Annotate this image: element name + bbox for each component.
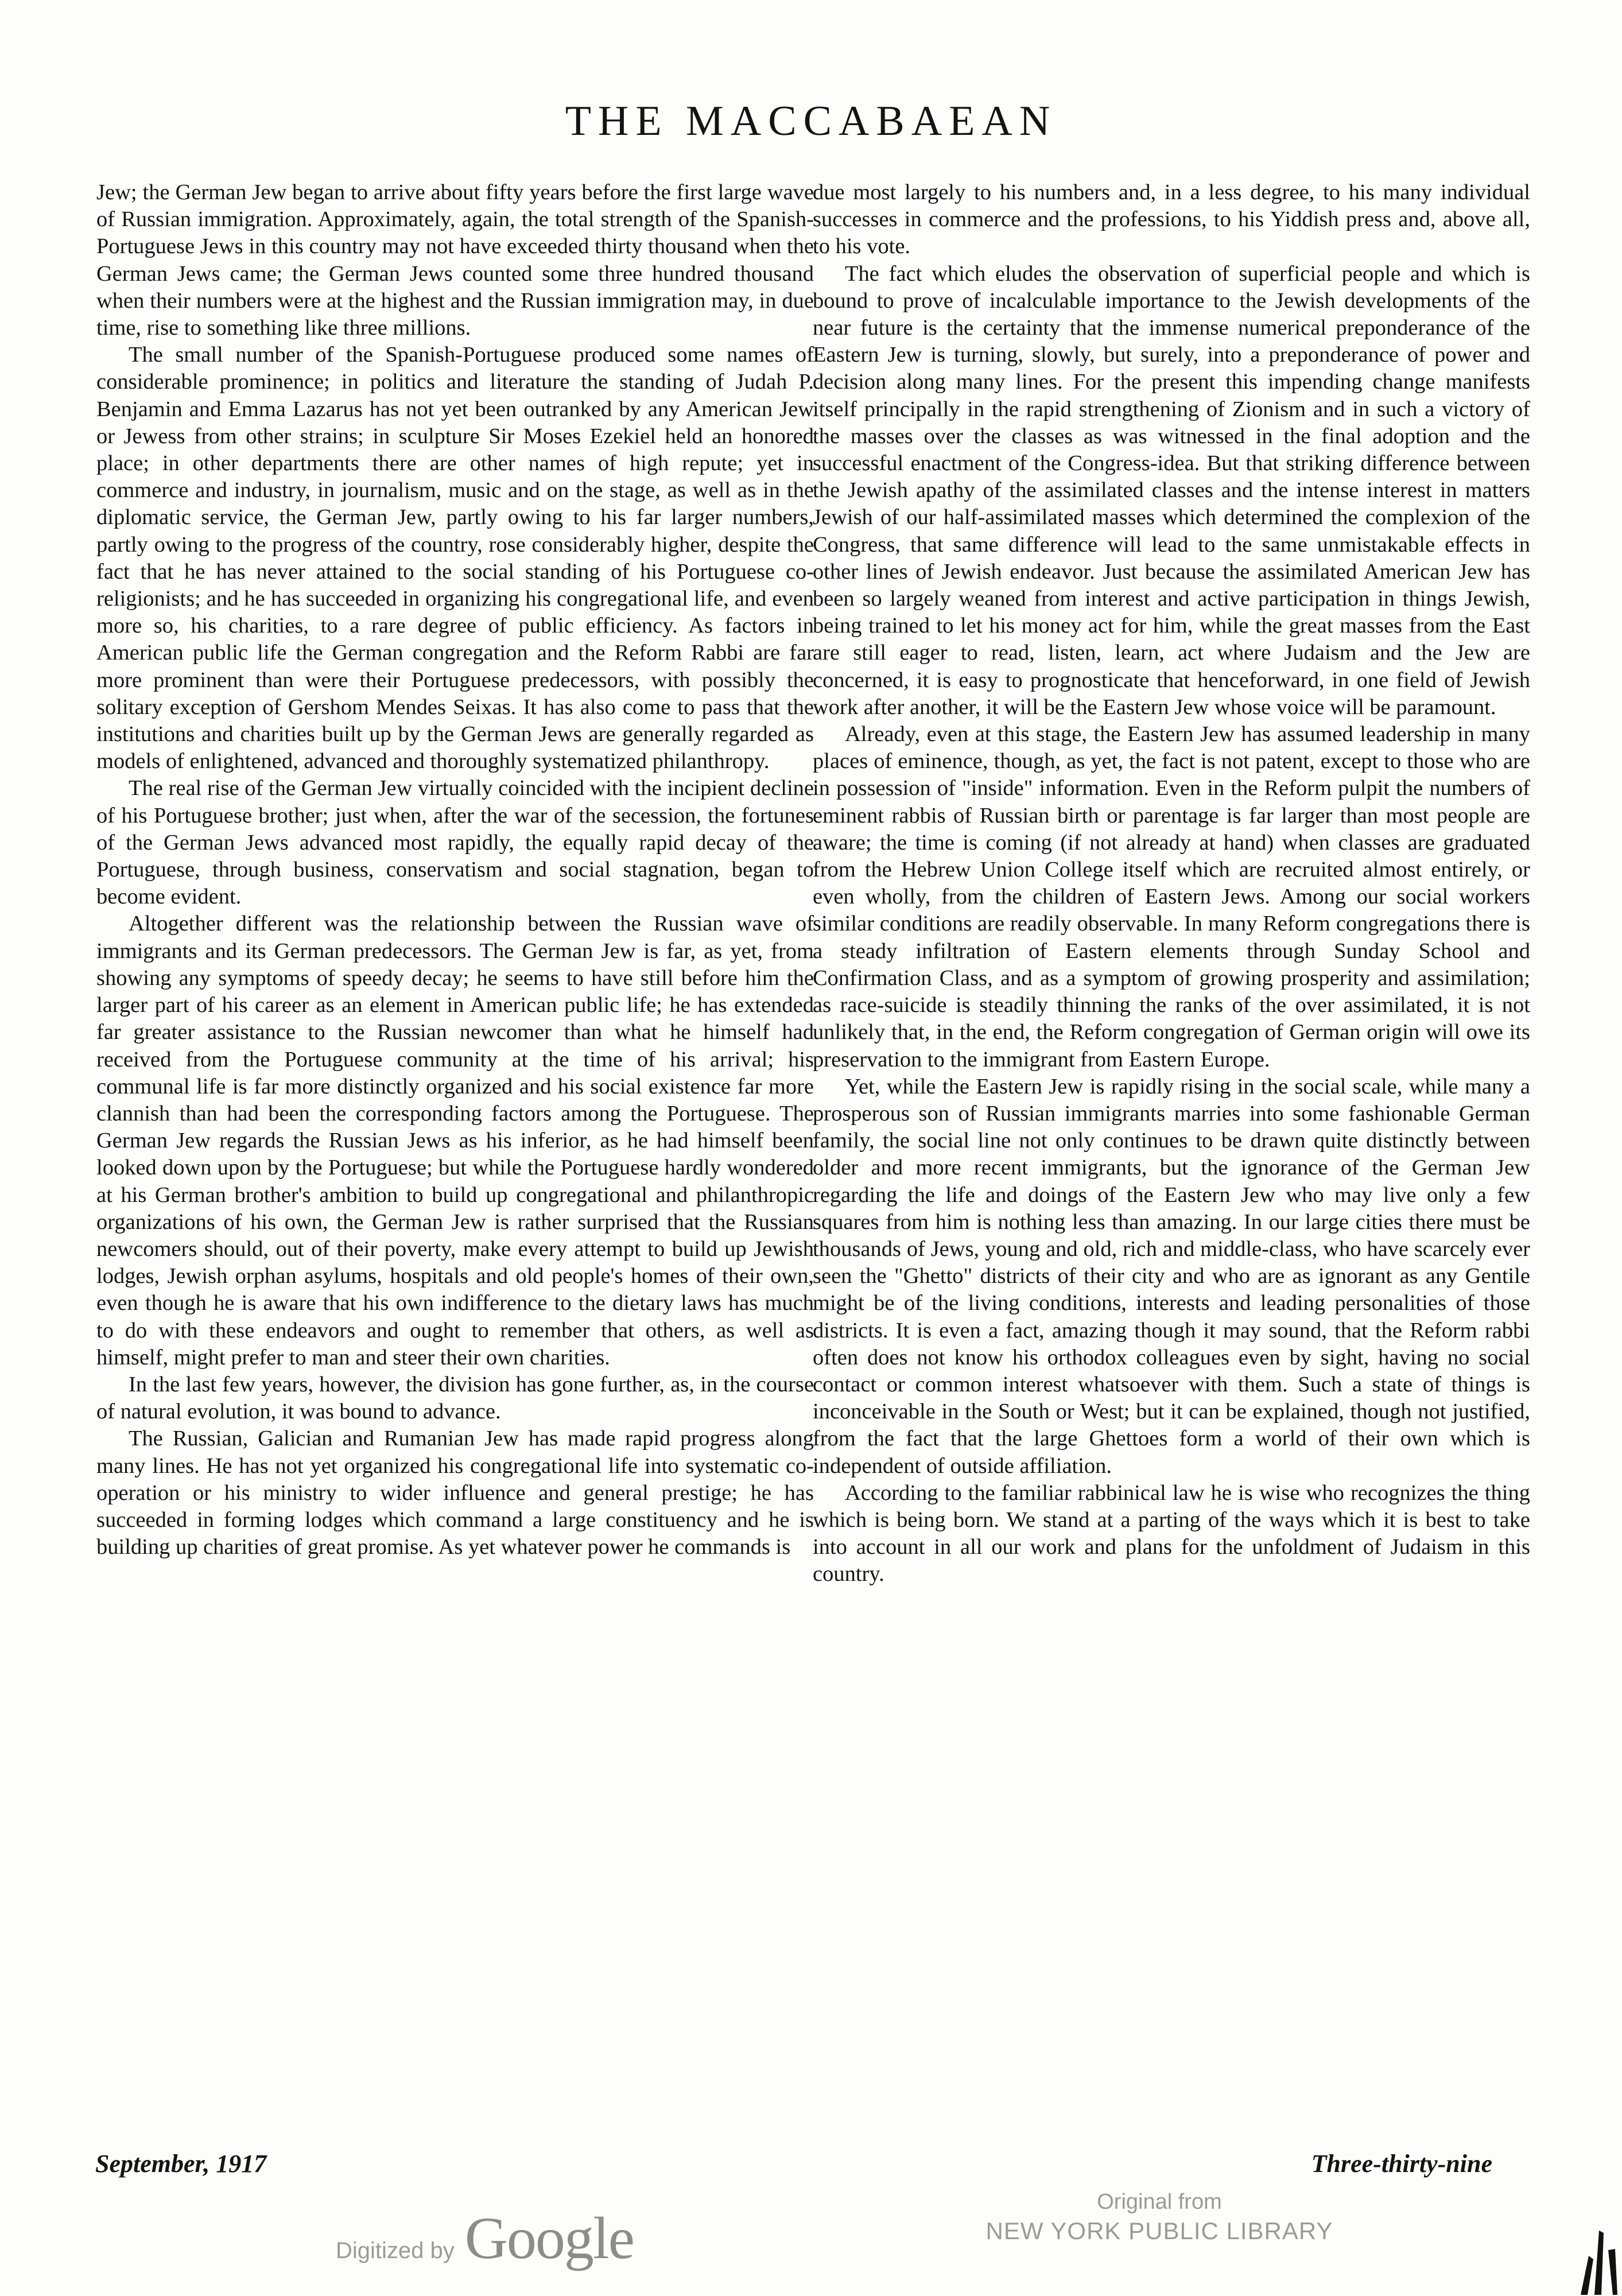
paragraph: The real rise of the German Jew virtually coincided with the incipient decline of his Portuguese brother; just when, after the war of the secession, the fortunes of the German Jews advanced most rapidly, the equally rapid decay of the Portuguese, through business, conservatism and social stagnation, began to become evident.	[96, 776, 814, 909]
right-column	[813, 179, 1530, 1588]
paragraph: The fact which eludes the observation of superficial people and which is bound to prove of incalculable importance to the Jewish developments of the near future is the certainty that the immense numerical preponderance of the Eastern Jew is turning, slowly, but surely, into a preponderance of power and decision along many lines. For the present this impending change manifests itself principally in the rapid strengthening of Zionism and in such a victory of the masses over the classes as was witnessed in the final adoption and the successful enactment of the Congress-idea. But that striking difference between the Jewish apathy of the assimilated classes and the intense interest in matters Jewish of our half-assimilated masses which determined the complexion of the Congress, that same difference will lead to the same unmistakable effects in other lines of Jewish endeavor. Just because the assimilated American Jew has been so largely weaned from interest and active participation in things Jewish, being trained to let his money act for him, while the great masses from the East are still eager to read, listen, learn, act where Judaism and the Jew are concerned, it is easy to prognosticate that henceforward, in one field of Jewish work after another, it will be the Eastern Jew whose voice will be paramount.	[813, 261, 1530, 719]
paragraph: In the last few years, however, the division has gone further, as, in the course of natural evolution, it was bound to advance.	[96, 1372, 814, 1424]
paragraph: According to the familiar rabbinical law he is wise who recognizes the thing which is being born. We stand at a parting of the ways which it is best to take into account in all our work and plans for the unfoldment of Judaism in this country.	[813, 1480, 1530, 1587]
paragraph: due most largely to his numbers and, in a less degree, to his many individual successes in commerce and the professions, to his Yiddish press and, above all, to his vote.	[813, 180, 1530, 259]
issue-date: September, 1917	[95, 2150, 267, 2178]
digitized-by-label: Digitized by	[336, 2238, 455, 2263]
page-number: Three-thirty-nine	[1311, 2150, 1492, 2178]
paragraph: The small number of the Spanish-Portuguese produced some names of considerable prominence; in politics and literature the standing of Judah P. Benjamin and Emma Lazarus has not yet been outranked by any American Jew or Jewess from other strains; in sculpture Sir Moses Ezekiel held an honored place; in other departments there are other names of high repute; yet in commerce and industry, in journalism, music and on the stage, as well as in the diplomatic service, the German Jew, partly owing to his far larger numbers, partly owing to the progress of the country, rose considerably higher, despite the fact that he has never attained to the social standing of his Portuguese co-religionists; and he has succeeded in organizing his congregational life, and even more so, his charities, to a rare degree of public efficiency. As factors in American public life the German congregation and the Reform Rabbi are far more prominent than were their Portuguese predecessors, with possibly the solitary exception of Gershom Mendes Seixas. It has also come to pass that the institutions and charities built up by the German Jews are generally regarded as models of enlightened, advanced and thoroughly systematized philanthropy.	[96, 343, 814, 774]
page-edge-mark-icon	[1577, 2227, 1617, 2296]
google-logo: Google	[464, 2205, 634, 2271]
digitized-by-watermark	[336, 2204, 634, 2272]
original-from-label: Original from	[1097, 2190, 1222, 2214]
page-header-title: THE MACCABAEAN	[565, 98, 1057, 145]
paragraph: Already, even at this stage, the Eastern Jew has assumed leadership in many places of eminence, though, as yet, the fact is not patent, except to those who are in possession of "inside" information. Even in the Reform pulpit the numbers of eminent rabbis of Russian birth or parentage is far larger than most people are aware; the time is coming (if not already at hand) when classes are graduated from the Hebrew Union College itself which are recruited almost entirely, or even wholly, from the children of Eastern Jews. Among our social workers similar conditions are readily observable. In many Reform congregations there is a steady infiltration of Eastern elements through Sunday School and Confirmation Class, and as a symptom of growing prosperity and assimilation; as race-suicide is steadily thinning the ranks of the over assimilated, it is not unlikely that, in the end, the Reform congregation of German origin will owe its preservation to the immigrant from Eastern Europe.	[813, 722, 1530, 1072]
library-watermark	[976, 2188, 1343, 2247]
paragraph: Jew; the German Jew began to arrive about fifty years before the first large wave of Russian immigration. Approximately, again, the total strength of the Spanish-Portuguese Jews in this country may not have exceeded thirty thousand when the German Jews came; the German Jews counted some three hundred thousand when their numbers were at the highest and the Russian immigration may, in due time, rise to something like three millions.	[96, 180, 814, 340]
paragraph: The Russian, Galician and Rumanian Jew has made rapid progress along many lines. He has not yet organized his congregational life into systematic co-operation or his ministry to wider influence and general prestige; he has succeeded in forming lodges which command a large constituency and he is building up charities of great promise. As yet whatever power he commands is	[96, 1426, 814, 1560]
paragraph: Altogether different was the relationship between the Russian wave of immigrants and its German predecessors. The German Jew is far, as yet, from showing any symptoms of speedy decay; he seems to have still before him the larger part of his career as an element in American public life; he has extended far greater assistance to the Russian newcomer than what he himself had received from the Portuguese community at the time of his arrival; his communal life is far more distinctly organized and his social existence far more clannish than had been the corresponding factors among the Portuguese. The German Jew regards the Russian Jews as his inferior, as he had himself been looked down upon by the Portuguese; but while the Portuguese hardly wondered at his German brother's ambition to build up congregational and philanthropic organizations of his own, the German Jew is rather surprised that the Russian newcomers should, out of their poverty, make every attempt to build up Jewish lodges, Jewish orphan asylums, hospitals and old people's homes of their own, even though he is aware that his own indifference to the dietary laws has much to do with these endeavors and ought to remember that others, as well as himself, might prefer to man and steer their own charities.	[96, 912, 814, 1370]
library-name: NEW YORK PUBLIC LIBRARY	[985, 2217, 1333, 2244]
left-column	[96, 179, 814, 1561]
paragraph: Yet, while the Eastern Jew is rapidly rising in the social scale, while many a prosperous son of Russian immigrants marries into some fashionable German family, the social line not only continues to be drawn quite distinctly between older and more recent immigrants, but the ignorance of the German Jew regarding the life and doings of the Eastern Jew who may live only a few squares from him is nothing less than amazing. In our large cities there must be thousands of Jews, young and old, rich and middle-class, who have scarcely ever seen the "Ghetto" districts of their city and who are as ignorant as any Gentile might be of the living conditions, interests and leading personalities of those districts. It is even a fact, amazing though it may sound, that the Reform rabbi often does not know his orthodox colleagues even by sight, having no social contact or common interest whatsoever with them. Such a state of things is inconceivable in the South or West; but it can be explained, though not justified, from the fact that the large Ghettoes form a world of their own which is independent of outside affiliation.	[813, 1074, 1530, 1478]
